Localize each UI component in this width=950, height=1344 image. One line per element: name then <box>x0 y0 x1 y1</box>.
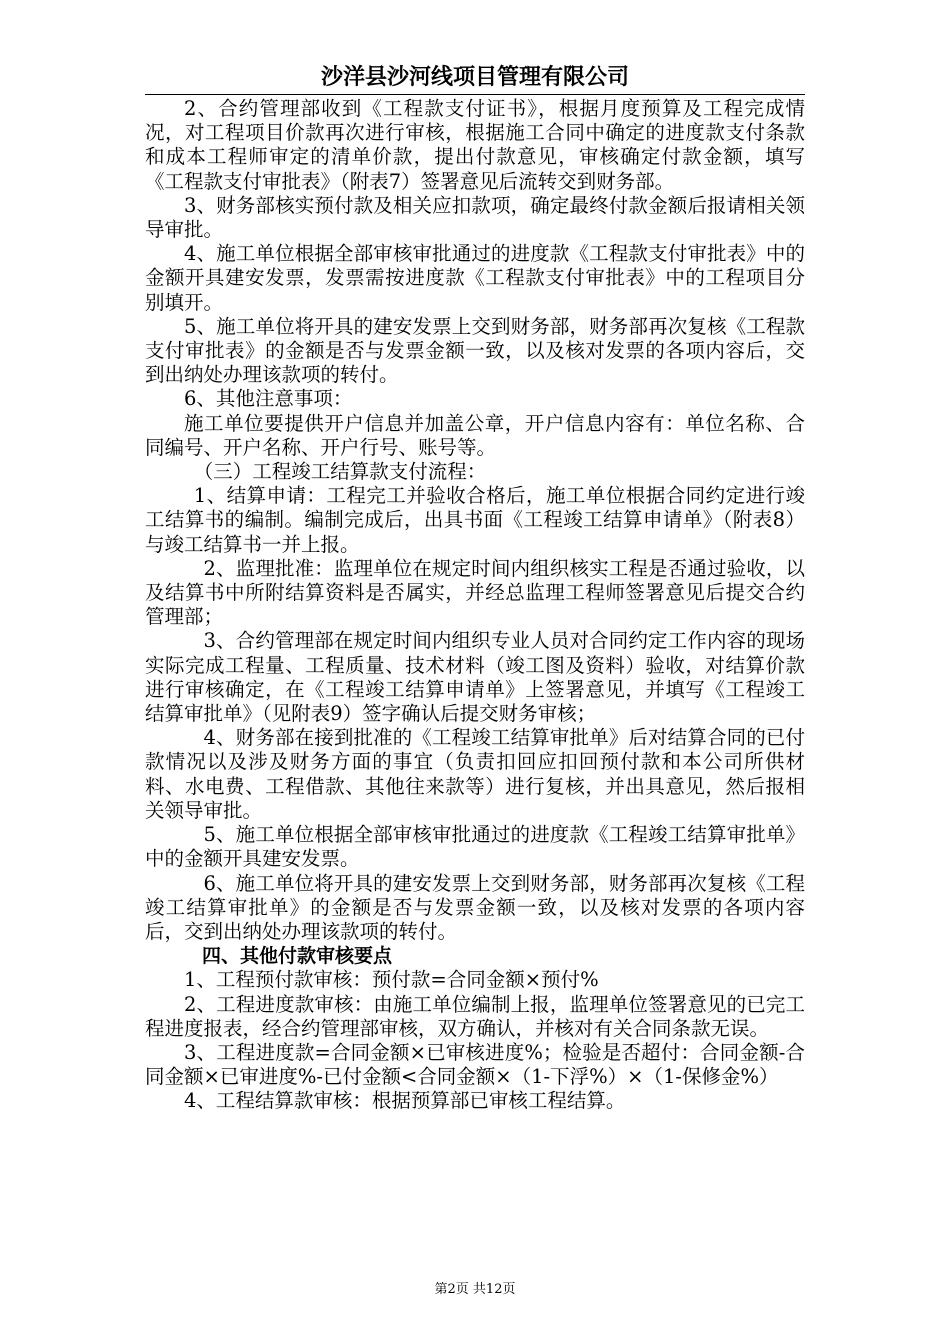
header-divider <box>145 94 805 95</box>
section-heading-other-payments: 四、其他付款审核要点 <box>202 945 393 968</box>
paragraph-finance-verify: 3、财务部核实预付款及相关应扣款项，确定最终付款金额后报请相关领导审批。 <box>145 193 805 242</box>
paragraph-settlement-audit: 4、工程结算款审核：根据预算部已审核工程结算。 <box>184 1089 626 1113</box>
paragraph-finance-recheck: 4、财务部在接到批准的《工程竣工结算审批单》后对结算合同的已付款情况以及涉及财务方面的事宜（负责扣回应扣回预付款和本公司所供材料、水电费、工程借款、其他往来款等）进行复核，并出具意见，然后报相关领导审批。 <box>145 726 805 822</box>
paragraph-supervision-approve: 2、监理批准：监理单位在规定时间内组织核实工程是否通过验收，以及结算书中所附结算资料是否属实，并经总监理工程师签署意见后提交合约管理部； <box>145 556 805 629</box>
page-header-company: 沙洋县沙河线项目管理有限公司 <box>320 65 629 90</box>
paragraph-invoice-issue: 4、施工单位根据全部审核审批通过的进度款《工程款支付审批表》中的金额开具建安发票，发票需按进度款《工程款支付审批表》中的工程项目分别填开。 <box>145 242 805 314</box>
section-settlement-flow: （三）工程竣工结算款支付流程： <box>193 460 487 484</box>
paragraph-contract-review: 2、合约管理部收到《工程款支付证书》，根据月度预算及工程完成情况，对工程项目价款再次进行审核，根据施工合同中确定的进度款支付条款和成本工程师审定的清单价款，提出付款意见，审核确定付款金额，填写《工程款支付审批表》（附表7）签署意见后流转交到财务部。 <box>145 97 805 193</box>
paragraph-progress-formula: 3、工程进度款=合同金额×已审核进度%；检验是否超付：合同金额-合同金额×已审进度%-已付金额<合同金额×（1-下浮%）×（1-保修金%） <box>145 1040 805 1089</box>
paragraph-settlement-transfer: 6、施工单位将开具的建安发票上交到财务部，财务部再次复核《工程竣工结算审批单》的金额是否与发票金额一致，以及核对发票的各项内容后，交到出纳处办理该款项的转付。 <box>145 871 805 943</box>
paragraph-other-notes: 6、其他注意事项： <box>184 387 353 411</box>
paragraph-invoice-submit: 5、施工单位将开具的建安发票上交到财务部，财务部再次复核《工程款支付审批表》的金额是否与发票金额一致，以及核对发票的各项内容后，交到出纳处办理该款项的转付。 <box>145 314 805 387</box>
paragraph-progress-payment: 2、工程进度款审核：由施工单位编制上报，监理单位签署意见的已完工程进度报表，经合约管理部审核，双方确认，并核对有关合同条款无误。 <box>145 992 805 1040</box>
page-number: 第2页 共12页 <box>434 1282 516 1297</box>
paragraph-account-info: 施工单位要提供开户信息并加盖公章，开户信息内容有：单位名称、合同编号、开户名称、开户行号、账号等。 <box>145 411 805 459</box>
paragraph-contract-dept-review: 3、合约管理部在规定时间内组织专业人员对合同约定工作内容的现场实际完成工程量、工程质量、技术材料（竣工图及资料）验收，对结算价款进行审核确定，在《工程竣工结算申请单》上签署意见，并填写《工程竣工结算审批单》（见附表9）签字确认后提交财务审核； <box>145 629 805 726</box>
paragraph-settlement-apply: 1、结算申请：工程完工并验收合格后，施工单位根据合同约定进行竣工结算书的编制。编制完成后，出具书面《工程竣工结算申请单》（附表8）与竣工结算书一并上报。 <box>145 484 805 556</box>
document-body <box>145 97 805 1114</box>
paragraph-advance-payment: 1、工程预付款审核：预付款=合同金额×预付% <box>184 968 599 992</box>
paragraph-settlement-invoice: 5、施工单位根据全部审核审批通过的进度款《工程竣工结算审批单》中的金额开具建安发票。 <box>145 823 805 871</box>
